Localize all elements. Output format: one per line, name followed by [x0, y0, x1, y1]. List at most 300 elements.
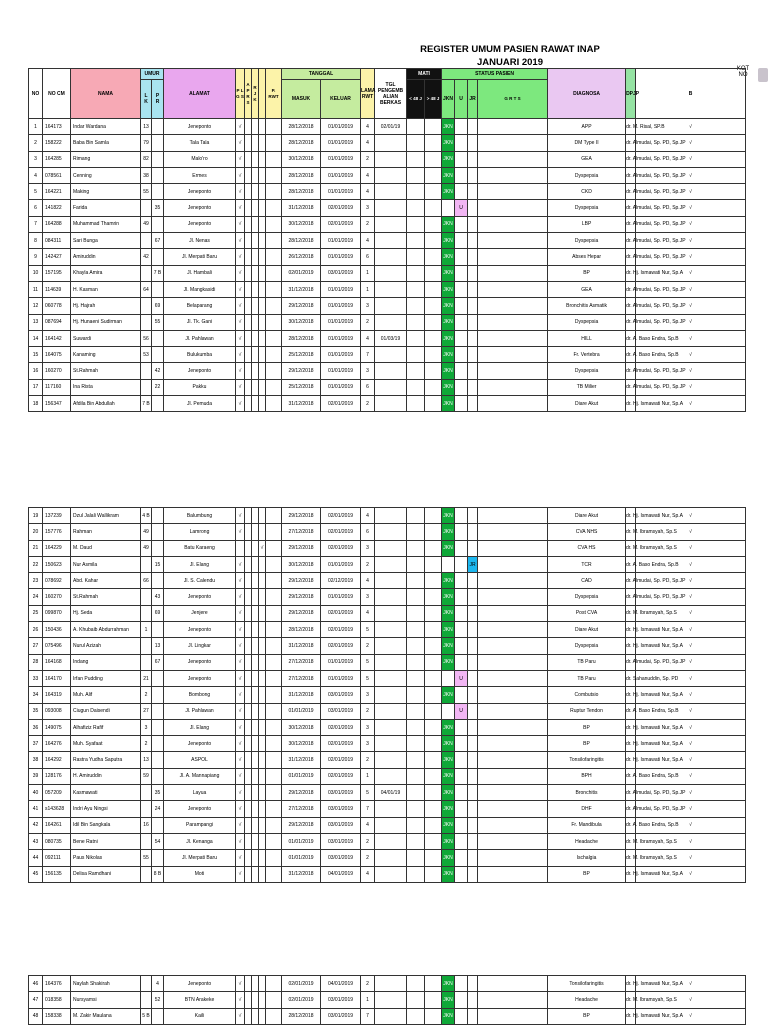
- cell-lama: 2: [361, 314, 375, 330]
- cell-keluar: 04/01/2019: [321, 976, 361, 992]
- cell-plgs-check: √: [236, 379, 245, 395]
- cell-lama: 2: [361, 703, 375, 719]
- cell-mati-lt48: [407, 167, 425, 183]
- cell-nama: Delisa Ramdhani: [71, 866, 141, 882]
- cell-mati-lt48: [407, 363, 425, 379]
- cell-mati-gt48: [425, 833, 442, 849]
- cell-aprs: [245, 540, 252, 556]
- cell-b: √: [636, 524, 746, 540]
- table-row: [29, 866, 746, 882]
- col-b-header: B: [636, 69, 746, 119]
- cell-jr: [468, 330, 478, 346]
- cell-diagnosa: HILL: [548, 330, 626, 346]
- cell-alamat: Jl. Elang: [164, 719, 236, 735]
- cell-grts: [478, 573, 548, 589]
- cell-diagnosa: Diare Akut: [548, 508, 626, 524]
- cell-extra-check: [259, 703, 266, 719]
- cell-grts: [478, 298, 548, 314]
- cell-mati-gt48: [425, 589, 442, 605]
- cell-rjk: [252, 508, 259, 524]
- cell-rjk: [252, 654, 259, 670]
- cell-prwt: [266, 119, 282, 135]
- cell-umur-pr: 15: [152, 556, 164, 572]
- cell-keluar: 02/01/2019: [321, 508, 361, 524]
- cell-no: 6: [29, 200, 43, 216]
- cell-aprs: [245, 249, 252, 265]
- cell-rjk: [252, 363, 259, 379]
- cell-nama: Hj. Hunaeni Sudirman: [71, 314, 141, 330]
- cell-no: 14: [29, 330, 43, 346]
- cell-umur-pr: 35: [152, 785, 164, 801]
- cell-diagnosa: Combutsio: [548, 687, 626, 703]
- cell-jr: [468, 379, 478, 395]
- cell-umur-pr: [152, 850, 164, 866]
- cell-diagnosa: Dyspepsia: [548, 363, 626, 379]
- cell-alamat: Bombong: [164, 687, 236, 703]
- cell-u: [455, 524, 468, 540]
- cell-dpjp: dr. A. Baso Endra, Sp.B: [626, 703, 636, 719]
- cell-mati-gt48: [425, 703, 442, 719]
- cell-dpjp: dr. Hj. Ismawati Nur, Sp.A: [626, 687, 636, 703]
- cell-jkn: JKN: [442, 363, 455, 379]
- cell-alamat: Jl. Pahlawan: [164, 703, 236, 719]
- cell-plgs-check: √: [236, 151, 245, 167]
- cell-keluar: 01/01/2019: [321, 119, 361, 135]
- cell-plgs-check: √: [236, 508, 245, 524]
- cell-plgs-check: √: [236, 785, 245, 801]
- cell-u: [455, 752, 468, 768]
- cell-keluar: 03/01/2019: [321, 850, 361, 866]
- cell-alamat: Jl. Mangkasidi: [164, 281, 236, 297]
- cell-no-cm: 164276: [43, 736, 71, 752]
- cell-u: U: [455, 703, 468, 719]
- cell-b: √: [636, 589, 746, 605]
- cell-no: 41: [29, 801, 43, 817]
- cell-masuk: 28/12/2018: [282, 135, 321, 151]
- cell-mati-gt48: [425, 184, 442, 200]
- cell-extra-check: [259, 265, 266, 281]
- cell-diagnosa: CVA NHS: [548, 524, 626, 540]
- cell-tgl-pengembalian: [375, 736, 407, 752]
- cell-nama: Naylah Shakirah: [71, 976, 141, 992]
- cell-u: [455, 785, 468, 801]
- cell-lama: 4: [361, 573, 375, 589]
- cell-umur-pr: [152, 281, 164, 297]
- cell-no-cm: 164221: [43, 184, 71, 200]
- cell-keluar: 03/01/2019: [321, 687, 361, 703]
- cell-mati-gt48: [425, 265, 442, 281]
- table-row: [29, 233, 746, 249]
- col-nocm-header: NO CM: [43, 69, 71, 119]
- cell-umur-pr: [152, 347, 164, 363]
- cell-dpjp: dr. Almudai, Sp. PD, Sp.JP: [626, 216, 636, 232]
- cell-mati-gt48: [425, 573, 442, 589]
- cell-aprs: [245, 605, 252, 621]
- table-row: [29, 817, 746, 833]
- cell-b: √: [636, 768, 746, 784]
- cell-keluar: 02/01/2019: [321, 622, 361, 638]
- cell-jr: [468, 281, 478, 297]
- cell-extra-check: [259, 379, 266, 395]
- cell-tgl-pengembalian: [375, 216, 407, 232]
- cell-no-cm: 137239: [43, 508, 71, 524]
- cell-rjk: [252, 1008, 259, 1024]
- cell-extra-check: [259, 785, 266, 801]
- cell-dpjp: dr. M. Ibramsyah, Sp.S: [626, 605, 636, 621]
- cell-masuk: 25/12/2018: [282, 379, 321, 395]
- cell-extra-check: [259, 589, 266, 605]
- cell-aprs: [245, 216, 252, 232]
- cell-u: [455, 363, 468, 379]
- cell-tgl-pengembalian: [375, 703, 407, 719]
- cell-umur-pr: 67: [152, 233, 164, 249]
- cell-grts: [478, 833, 548, 849]
- cell-jkn: JKN: [442, 151, 455, 167]
- cell-b: √: [636, 703, 746, 719]
- cell-keluar: 03/01/2019: [321, 992, 361, 1008]
- cell-prwt: [266, 330, 282, 346]
- cell-plgs-check: √: [236, 556, 245, 572]
- col-no-header: NO: [29, 69, 43, 119]
- cell-plgs-check: √: [236, 992, 245, 1008]
- cell-b: √: [636, 216, 746, 232]
- cell-masuk: 29/12/2018: [282, 589, 321, 605]
- cell-prwt: [266, 233, 282, 249]
- cell-prwt: [266, 298, 282, 314]
- cell-u: [455, 119, 468, 135]
- cell-extra-check: [259, 752, 266, 768]
- cell-nama: St.Rahmah: [71, 589, 141, 605]
- cell-lama: 1: [361, 281, 375, 297]
- cell-mati-gt48: [425, 119, 442, 135]
- cell-plgs-check: √: [236, 396, 245, 412]
- cell-rjk: [252, 833, 259, 849]
- cell-prwt: [266, 167, 282, 183]
- cell-extra-check: [259, 605, 266, 621]
- cell-dpjp: dr. Almudai, Sp. PD, Sp.JP: [626, 184, 636, 200]
- cell-nama: A. Khubaib Abdurrahman: [71, 622, 141, 638]
- cell-u: [455, 249, 468, 265]
- cell-u: [455, 768, 468, 784]
- cell-lama: 7: [361, 801, 375, 817]
- cell-no-cm: 164229: [43, 540, 71, 556]
- cell-no: 24: [29, 589, 43, 605]
- cell-jkn: JKN: [442, 119, 455, 135]
- cell-nama: Idil Bin Sangkala: [71, 817, 141, 833]
- cell-jr: [468, 540, 478, 556]
- cell-extra-check: [259, 654, 266, 670]
- cell-keluar: 04/01/2019: [321, 866, 361, 882]
- col-alamat-header: ALAMAT: [164, 69, 236, 119]
- cell-diagnosa: Dyspepsia: [548, 233, 626, 249]
- cell-masuk: 31/12/2018: [282, 396, 321, 412]
- cell-jkn: JKN: [442, 850, 455, 866]
- cell-alamat: Jl. Tk. Gani: [164, 314, 236, 330]
- cell-rjk: [252, 622, 259, 638]
- cell-alamat: Jeneponto: [164, 363, 236, 379]
- cell-aprs: [245, 396, 252, 412]
- cell-plgs-check: √: [236, 687, 245, 703]
- cell-prwt: [266, 314, 282, 330]
- cell-umur-pr: 7 B: [152, 265, 164, 281]
- cell-b: √: [636, 833, 746, 849]
- cell-extra-check: [259, 850, 266, 866]
- cell-aprs: [245, 785, 252, 801]
- cell-tgl-pengembalian: [375, 850, 407, 866]
- cell-extra-check: [259, 167, 266, 183]
- cell-diagnosa: Dyspepsia: [548, 638, 626, 654]
- cell-dpjp: dr. A. Baso Endra, Sp.B: [626, 556, 636, 572]
- cell-b: √: [636, 556, 746, 572]
- col-gt48-header: > 48 J: [425, 80, 442, 119]
- cell-jkn: JKN: [442, 216, 455, 232]
- cell-tgl-pengembalian: [375, 379, 407, 395]
- cell-mati-gt48: [425, 605, 442, 621]
- cell-keluar: 03/01/2019: [321, 833, 361, 849]
- cell-umur-lk: 79: [141, 135, 152, 151]
- cell-extra-check: [259, 135, 266, 151]
- cell-lama: 4: [361, 233, 375, 249]
- cell-rjk: [252, 379, 259, 395]
- cell-tgl-pengembalian: 01/03/19: [375, 330, 407, 346]
- cell-aprs: [245, 265, 252, 281]
- cell-prwt: [266, 703, 282, 719]
- cell-keluar: 01/01/2019: [321, 135, 361, 151]
- cell-rjk: [252, 719, 259, 735]
- cell-nama: Baba Bin Samla: [71, 135, 141, 151]
- cell-keluar: 02/01/2019: [321, 524, 361, 540]
- cell-masuk: 01/01/2019: [282, 850, 321, 866]
- cell-mati-lt48: [407, 801, 425, 817]
- cell-plgs-check: √: [236, 768, 245, 784]
- cell-mati-gt48: [425, 638, 442, 654]
- cell-keluar: 01/01/2019: [321, 556, 361, 572]
- cell-grts: [478, 540, 548, 556]
- cell-umur-lk: 3: [141, 719, 152, 735]
- cell-umur-pr: [152, 703, 164, 719]
- cell-b: √: [636, 992, 746, 1008]
- cell-mati-gt48: [425, 556, 442, 572]
- cell-rjk: [252, 281, 259, 297]
- cell-mati-gt48: [425, 992, 442, 1008]
- cell-masuk: 01/01/2019: [282, 833, 321, 849]
- table-row: [29, 249, 746, 265]
- cell-tgl-pengembalian: [375, 249, 407, 265]
- cell-jkn: JKN: [442, 992, 455, 1008]
- cell-grts: [478, 801, 548, 817]
- cell-no: 17: [29, 379, 43, 395]
- table-row: [29, 200, 746, 216]
- cell-jkn: JKN: [442, 524, 455, 540]
- cell-alamat: Balumbung: [164, 508, 236, 524]
- cell-umur-lk: [141, 233, 152, 249]
- cell-rjk: [252, 249, 259, 265]
- cell-umur-lk: 66: [141, 573, 152, 589]
- cell-diagnosa: Dyspepsia: [548, 314, 626, 330]
- cell-mati-gt48: [425, 817, 442, 833]
- cell-diagnosa: Ischalgia: [548, 850, 626, 866]
- cell-umur-lk: [141, 976, 152, 992]
- cell-dpjp: dr. A. Baso Endra, Sp.B: [626, 330, 636, 346]
- cell-no-cm: 087694: [43, 314, 71, 330]
- cell-keluar: 03/01/2019: [321, 1008, 361, 1024]
- cell-mati-lt48: [407, 135, 425, 151]
- cell-mati-lt48: [407, 833, 425, 849]
- col-lk-header: L K: [141, 80, 152, 119]
- cell-prwt: [266, 817, 282, 833]
- cell-umur-lk: 21: [141, 670, 152, 686]
- col-lt48-header: < 48 J: [407, 80, 425, 119]
- col-tgl-pengembalian-header: TGL PENGEMB ALIAN BERKAS: [375, 69, 407, 119]
- cell-umur-pr: 8 B: [152, 866, 164, 882]
- col-extra-header: [259, 69, 266, 119]
- cell-aprs: [245, 768, 252, 784]
- cell-plgs-check: √: [236, 330, 245, 346]
- cell-no: 45: [29, 866, 43, 882]
- cell-plgs-check: √: [236, 817, 245, 833]
- cell-nama: Hj. Seda: [71, 605, 141, 621]
- cell-alamat: Jl. Merpati Baru: [164, 850, 236, 866]
- cell-rjk: [252, 216, 259, 232]
- cell-diagnosa: DM Type II: [548, 135, 626, 151]
- cell-rjk: [252, 768, 259, 784]
- cell-rjk: [252, 589, 259, 605]
- cell-jkn: JKN: [442, 622, 455, 638]
- cell-jr: [468, 752, 478, 768]
- cell-plgs-check: √: [236, 833, 245, 849]
- cell-masuk: 27/12/2018: [282, 801, 321, 817]
- cell-no: 8: [29, 233, 43, 249]
- cell-mati-gt48: [425, 801, 442, 817]
- cell-umur-pr: [152, 167, 164, 183]
- cell-alamat: Lamrong: [164, 524, 236, 540]
- cell-alamat: Jl. Kenanga: [164, 833, 236, 849]
- cell-mati-lt48: [407, 249, 425, 265]
- cell-extra-check: [259, 1008, 266, 1024]
- cell-mati-gt48: [425, 622, 442, 638]
- cell-keluar: 01/01/2019: [321, 347, 361, 363]
- cell-no-cm: 164292: [43, 752, 71, 768]
- cell-dpjp: dr. Almudai, Sp. PD, Sp.JP: [626, 573, 636, 589]
- cell-masuk: 27/12/2018: [282, 524, 321, 540]
- cell-umur-lk: 49: [141, 540, 152, 556]
- cell-mati-lt48: [407, 654, 425, 670]
- cell-no-cm: 164285: [43, 151, 71, 167]
- cell-lama: 3: [361, 200, 375, 216]
- cell-no-cm: 018358: [43, 992, 71, 1008]
- cell-masuk: 28/12/2018: [282, 167, 321, 183]
- cell-grts: [478, 638, 548, 654]
- cell-umur-pr: [152, 768, 164, 784]
- cell-u: U: [455, 670, 468, 686]
- cell-jr: [468, 249, 478, 265]
- cell-jr: [468, 524, 478, 540]
- cell-mati-gt48: [425, 508, 442, 524]
- cell-umur-lk: 49: [141, 524, 152, 540]
- cell-jr: [468, 992, 478, 1008]
- cell-no-cm: 156347: [43, 396, 71, 412]
- cell-nama: Sari Bunga: [71, 233, 141, 249]
- cell-umur-lk: [141, 605, 152, 621]
- cell-b: √: [636, 298, 746, 314]
- cell-aprs: [245, 589, 252, 605]
- cell-keluar: 03/01/2019: [321, 785, 361, 801]
- cell-no: 48: [29, 1008, 43, 1024]
- cell-b: √: [636, 850, 746, 866]
- cell-nama: Muh. Syafaat: [71, 736, 141, 752]
- cell-u: [455, 736, 468, 752]
- cell-u: [455, 281, 468, 297]
- cell-keluar: 03/01/2019: [321, 265, 361, 281]
- cell-umur-lk: [141, 589, 152, 605]
- col-diagnosa-header: DIAGNOSA: [548, 69, 626, 119]
- cell-no: 25: [29, 605, 43, 621]
- cell-tgl-pengembalian: [375, 233, 407, 249]
- cell-extra-check: [259, 347, 266, 363]
- col-jr-header: JR: [468, 80, 478, 119]
- cell-diagnosa: TCR: [548, 556, 626, 572]
- cell-jr: [468, 687, 478, 703]
- cell-umur-pr: 69: [152, 605, 164, 621]
- register-table-section-2: [28, 507, 746, 883]
- cell-lama: 1: [361, 768, 375, 784]
- cell-jkn: JKN: [442, 330, 455, 346]
- cell-grts: [478, 281, 548, 297]
- cell-no-cm: 150623: [43, 556, 71, 572]
- cell-diagnosa: GEA: [548, 151, 626, 167]
- cell-extra-check: [259, 281, 266, 297]
- table-row: [29, 573, 746, 589]
- cell-diagnosa: Diare Akut: [548, 622, 626, 638]
- table-row: [29, 768, 746, 784]
- cell-jr: [468, 833, 478, 849]
- cell-jr: [468, 719, 478, 735]
- cell-plgs-check: √: [236, 281, 245, 297]
- cell-nama: Irfan Pudding: [71, 670, 141, 686]
- cell-no: 16: [29, 363, 43, 379]
- cell-b: √: [636, 866, 746, 882]
- cell-tgl-pengembalian: [375, 1008, 407, 1024]
- cell-umur-lk: [141, 556, 152, 572]
- cell-tgl-pengembalian: [375, 151, 407, 167]
- cell-masuk: 30/12/2018: [282, 314, 321, 330]
- cell-grts: [478, 379, 548, 395]
- cell-no-cm: 141822: [43, 200, 71, 216]
- cell-dpjp: dr. M. Ibramsyah, Sp.S: [626, 850, 636, 866]
- cell-aprs: [245, 992, 252, 1008]
- cell-dpjp: dr. Almudai, Sp. PD, Sp.JP: [626, 249, 636, 265]
- cell-no-cm: 158222: [43, 135, 71, 151]
- cell-plgs-check: √: [236, 524, 245, 540]
- cell-dpjp: dr. Hj. Ismawati Nur, Sp.A: [626, 508, 636, 524]
- table-row: [29, 184, 746, 200]
- cell-prwt: [266, 540, 282, 556]
- cell-dpjp: dr. Almudai, Sp. PD, Sp.JP: [626, 135, 636, 151]
- cell-aprs: [245, 151, 252, 167]
- cell-diagnosa: GEA: [548, 281, 626, 297]
- cell-no-cm: 164075: [43, 347, 71, 363]
- cell-rjk: [252, 524, 259, 540]
- cell-diagnosa: BP: [548, 719, 626, 735]
- cell-alamat: BTN Arakeke: [164, 992, 236, 1008]
- cell-b: √: [636, 396, 746, 412]
- cell-aprs: [245, 135, 252, 151]
- cell-lama: 2: [361, 396, 375, 412]
- cell-jr: [468, 801, 478, 817]
- cell-lama: 3: [361, 589, 375, 605]
- cell-no: 11: [29, 281, 43, 297]
- col-dpjp-header: DPJP: [626, 69, 636, 119]
